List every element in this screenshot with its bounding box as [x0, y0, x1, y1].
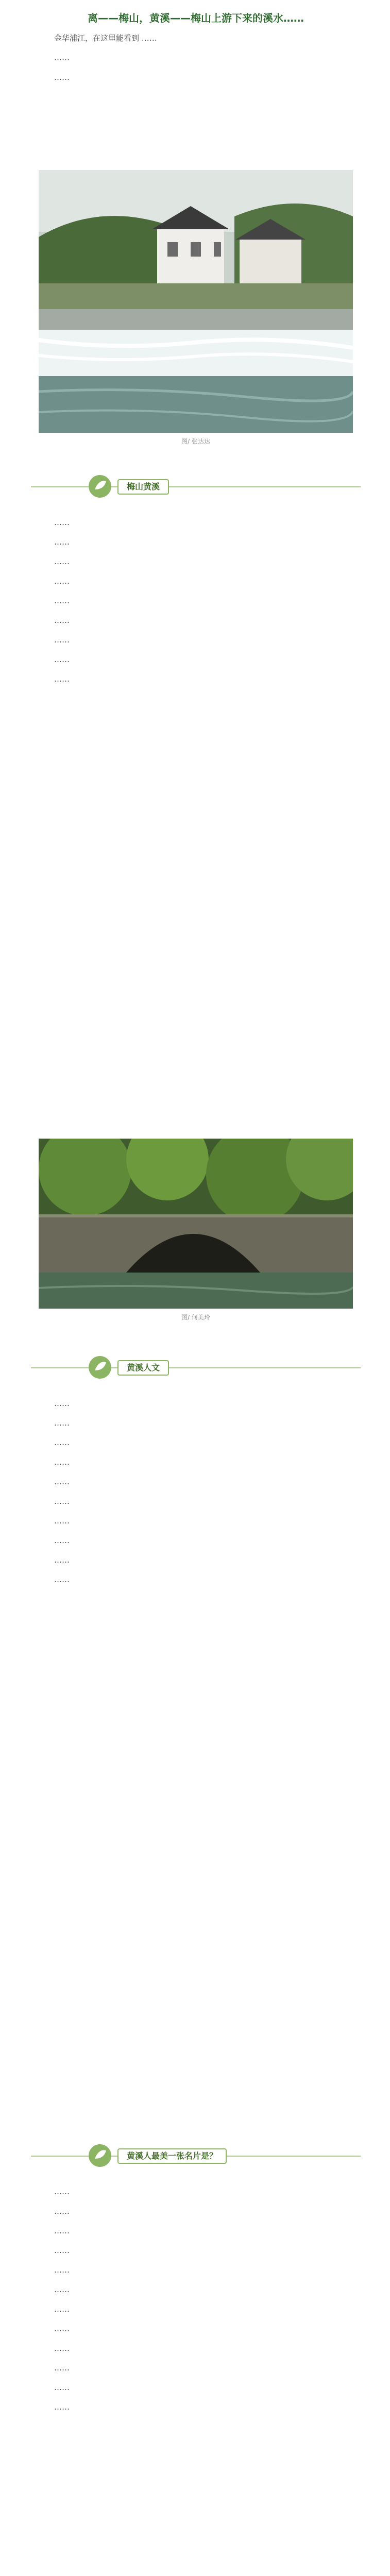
section1-paragraph: …… — [54, 537, 70, 547]
leaf-badge-icon — [88, 1355, 112, 1380]
section1-paragraph: …… — [54, 635, 70, 645]
section1-text — [39, 515, 353, 691]
section2-paragraph: …… — [54, 1458, 70, 1467]
section3-paragraph: …… — [54, 2226, 70, 2235]
intro-text — [39, 31, 353, 90]
leaf-badge-icon — [88, 474, 112, 499]
section2-paragraph: …… — [54, 1477, 70, 1486]
village-weir-photo — [39, 170, 353, 433]
photo1-caption: 图/ 张达达 — [181, 438, 210, 445]
intro-paragraph: 金华浦江，在这里能看到 …… — [54, 33, 157, 43]
section2-paragraph: …… — [54, 1555, 70, 1565]
arch-bridge-photo — [39, 1139, 353, 1309]
section1-paragraph: …… — [54, 577, 70, 586]
section3-text — [39, 2184, 353, 2419]
section2-paragraph: …… — [54, 1497, 70, 1506]
intro-title: 离——梅山，黄溪——梅山上游下来的溪水…… — [88, 12, 304, 24]
leaf-badge-icon — [88, 2143, 112, 2168]
section2-paragraph: …… — [54, 1438, 70, 1447]
section1-paragraph: …… — [54, 674, 70, 684]
section2-paragraph: …… — [54, 1575, 70, 1584]
section2-paragraph: …… — [54, 1418, 70, 1428]
section2-paragraph: …… — [54, 1399, 70, 1408]
section1-header — [31, 464, 361, 510]
section3-title: 黄溪人最美一张名片是？ — [117, 2148, 227, 2164]
section1-paragraph: …… — [54, 557, 70, 566]
section3-paragraph: …… — [54, 2304, 70, 2314]
section3-header — [31, 2133, 361, 2179]
section1-paragraph: …… — [54, 655, 70, 664]
section3-paragraph: …… — [54, 2207, 70, 2216]
section3-paragraph: …… — [54, 2324, 70, 2333]
section3-paragraph: …… — [54, 2344, 70, 2353]
intro-paragraph: …… — [54, 73, 70, 82]
section1-title: 梅山黄溪 — [117, 479, 169, 495]
section2-header — [31, 1345, 361, 1391]
section3-paragraph: …… — [54, 2363, 70, 2372]
section1-paragraph: …… — [54, 596, 70, 605]
divider — [31, 486, 361, 487]
divider — [31, 1367, 361, 1368]
section2-title: 黄溪人文 — [117, 1360, 169, 1376]
section3-paragraph: …… — [54, 2285, 70, 2294]
section1-paragraph: …… — [54, 616, 70, 625]
section3-paragraph: …… — [54, 2402, 70, 2412]
section2-text — [39, 1396, 353, 1592]
section3-paragraph: …… — [54, 2187, 70, 2196]
section3-paragraph: …… — [54, 2383, 70, 2392]
section2-paragraph: …… — [54, 1536, 70, 1545]
section2-paragraph: …… — [54, 1516, 70, 1526]
photo2-caption: 图/ 何美玲 — [181, 1314, 210, 1321]
intro-paragraph: …… — [54, 53, 70, 62]
section3-paragraph: …… — [54, 2265, 70, 2275]
section1-paragraph: …… — [54, 518, 70, 527]
section3-paragraph: …… — [54, 2246, 70, 2255]
